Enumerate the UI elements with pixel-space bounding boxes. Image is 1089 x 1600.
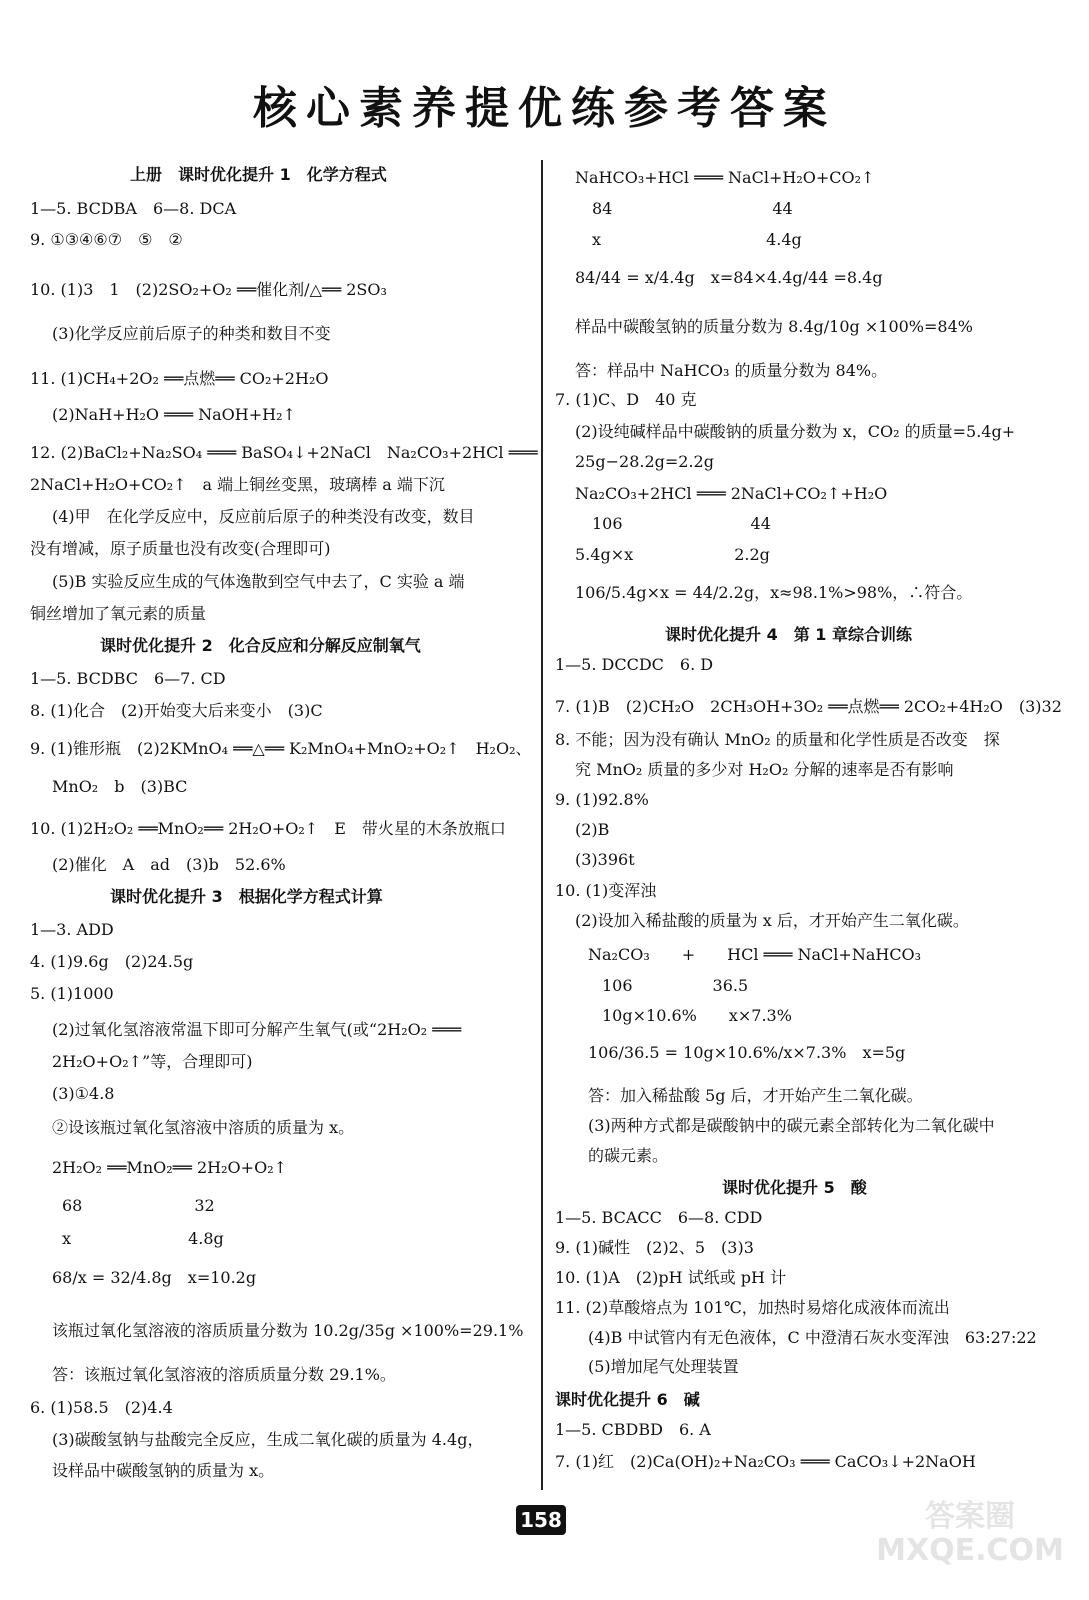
answer-line: 25g−28.2g=2.2g [575,452,714,471]
answer-line: (2)设加入稀盐酸的质量为 x 后，才开始产生二氧化碳。 [575,911,969,930]
answer-line: (3)化学反应前后原子的种类和数目不变 [52,324,331,343]
answer-line: 答：加入稀盐酸 5g 后，才开始产生二氧化碳。 [588,1086,923,1105]
answer-line: (3)①4.8 [52,1084,115,1103]
section-heading: 课时优化提升 4 第 1 章综合训练 [665,625,912,644]
section-heading: 课时优化提升 5 酸 [722,1178,867,1197]
answer-line: (5)增加尾气处理装置 [588,1357,739,1376]
watermark-text: 答案圈 [925,1499,1015,1534]
answer-line: 11. (1)CH₄+2O₂ ══点燃══ CO₂+2H₂O [30,369,329,388]
answer-line: 1—5. CBDBD 6. A [555,1420,711,1439]
answer-line: 9. (1)92.8% [555,790,649,809]
answer-line: 究 MnO₂ 质量的多少对 H₂O₂ 分解的速率是否有影响 [575,760,954,779]
answer-line: 10. (1)2H₂O₂ ══MnO₂══ 2H₂O+O₂↑ E 带火星的木条放瓶口 [30,819,506,838]
answer-line: (5)B 实验反应生成的气体逸散到空气中去了，C 实验 a 端 [52,572,465,591]
answer-line: 10. (1)变浑浊 [555,881,657,900]
answer-line: NaHCO₃+HCl ═══ NaCl+H₂O+CO₂↑ [575,168,875,187]
answer-line: 68 32 [62,1196,215,1215]
answer-line: 12. (2)BaCl₂+Na₂SO₄ ═══ BaSO₄↓+2NaCl Na₂CO₃+2HCl ═══ [30,443,538,462]
answer-line: (3)两种方式都是碳酸钠中的碳元素全部转化为二氧化碳中 [588,1116,995,1135]
answer-line: 1—3. ADD [30,920,114,939]
answer-line: 8. (1)化合 (2)开始变大后来变小 (3)C [30,701,323,720]
answer-line: (4)甲 在化学反应中，反应前后原子的种类没有改变，数目 [52,507,475,526]
answer-line: (2)NaH+H₂O ═══ NaOH+H₂↑ [52,405,296,424]
answer-line: 5. (1)1000 [30,984,114,1003]
answer-line: (2)B [575,820,610,839]
answer-line: 1—5. BCDBC 6—7. CD [30,669,226,688]
page-title: 核心素养提优练参考答案 [253,83,836,134]
section-heading: 课时优化提升 6 碱 [555,1390,700,1409]
answer-line: (3)396t [575,850,635,869]
answer-line: (3)碳酸氢钠与盐酸完全反应，生成二氧化碳的质量为 4.4g， [52,1430,484,1449]
answer-line: 11. (2)草酸熔点为 101℃，加热时易熔化成液体而流出 [555,1298,950,1317]
answer-line: 2H₂O₂ ══MnO₂══ 2H₂O+O₂↑ [52,1158,288,1177]
answer-line: 84/44 = x/4.4g x=84×4.4g/44 =8.4g [575,268,883,287]
answer-line: Na₂CO₃ + HCl ═══ NaCl+NaHCO₃ [588,945,922,964]
answer-line: (2)催化 A ad (3)b 52.6% [52,855,286,874]
answer-line: 10. (1)A (2)pH 试纸或 pH 计 [555,1268,787,1287]
answer-line: 106/36.5 = 10g×10.6%/x×7.3% x=5g [588,1043,906,1062]
answer-line: 答：样品中 NaHCO₃ 的质量分数为 84%。 [575,361,888,380]
answer-line: 铜丝增加了氧元素的质量 [30,604,207,623]
answer-line: MnO₂ b (3)BC [52,777,188,796]
answer-line: 2NaCl+H₂O+CO₂↑ a 端上铜丝变黑，玻璃棒 a 端下沉 [30,475,445,494]
answer-line: 的碳元素。 [588,1146,669,1165]
answer-line: 设样品中碳酸氢钠的质量为 x。 [52,1461,275,1480]
answer-line: 样品中碳酸氢钠的质量分数为 8.4g/10g ×100%=84% [575,317,973,336]
answer-line: 106 36.5 [602,976,749,995]
section-heading: 课时优化提升 3 根据化学方程式计算 [110,887,383,906]
watermark-text: MXQE.COM [876,1533,1064,1568]
answer-line: 1—5. BCACC 6—8. CDD [555,1208,763,1227]
answer-line: 10. (1)3 1 (2)2SO₂+O₂ ══催化剂/△══ 2SO₃ [30,280,387,299]
answer-line: (2)过氧化氢溶液常温下即可分解产生氧气(或“2H₂O₂ ═══ [52,1020,462,1039]
answer-line: 9. (1)锥形瓶 (2)2KMnO₄ ══△══ K₂MnO₄+MnO₂+O₂↑ H₂O₂、 [30,739,532,758]
answer-line: ②设该瓶过氧化氢溶液中溶质的质量为 x。 [52,1118,355,1137]
answer-line: 2H₂O+O₂↑”等，合理即可) [52,1052,253,1071]
page-number: 158 [516,1505,566,1535]
answer-line: x 4.4g [592,230,802,249]
answer-line: 7. (1)B (2)CH₂O 2CH₃OH+3O₂ ══点燃══ 2CO₂+4H₂O (3)32 [555,697,1062,716]
answer-line: 5.4g×x 2.2g [575,545,770,564]
answer-line: x 4.8g [62,1229,224,1248]
column-divider [541,160,543,1490]
answer-line: 9. ①③④⑥⑦ ⑤ ② [30,230,183,249]
answer-line: 没有增减，原子质量也没有改变(合理即可) [30,539,331,558]
answer-line: 1—5. DCCDC 6. D [555,655,714,674]
answer-line: 8. 不能；因为没有确认 MnO₂ 的质量和化学性质是否改变 探 [555,730,1000,749]
section-heading: 上册 课时优化提升 1 化学方程式 [130,165,387,184]
answer-line: 9. (1)碱性 (2)2、5 (3)3 [555,1238,754,1257]
answer-line: 106/5.4g×x = 44/2.2g，x≈98.1%>98%，∴符合。 [575,583,973,602]
answer-line: (4)B 中试管内有无色液体，C 中澄清石灰水变浑浊 63:27:22 [588,1328,1037,1347]
answer-line: 4. (1)9.6g (2)24.5g [30,952,194,971]
answer-line: 106 44 [592,514,771,533]
answer-line: 10g×10.6% x×7.3% [602,1006,792,1025]
watermark-logo [870,1500,1070,1590]
answer-line: 84 44 [592,199,793,218]
answer-line: 1—5. BCDBA 6—8. DCA [30,199,237,218]
answer-line: 答：该瓶过氧化氢溶液的溶质质量分数 29.1%。 [52,1365,396,1384]
answer-line: 7. (1)红 (2)Ca(OH)₂+Na₂CO₃ ═══ CaCO₃↓+2NaOH [555,1452,976,1471]
answer-line: 7. (1)C、D 40 克 [555,390,697,409]
section-heading: 课时优化提升 2 化合反应和分解反应制氧气 [100,636,421,655]
answer-line: 该瓶过氧化氢溶液的溶质质量分数为 10.2g/35g ×100%=29.1% [52,1321,524,1340]
answer-line: 6. (1)58.5 (2)4.4 [30,1398,173,1417]
answer-line: (2)设纯碱样品中碳酸钠的质量分数为 x，CO₂ 的质量=5.4g+ [575,422,1016,441]
answer-line: Na₂CO₃+2HCl ═══ 2NaCl+CO₂↑+H₂O [575,484,888,503]
answer-line: 68/x = 32/4.8g x=10.2g [52,1268,257,1287]
